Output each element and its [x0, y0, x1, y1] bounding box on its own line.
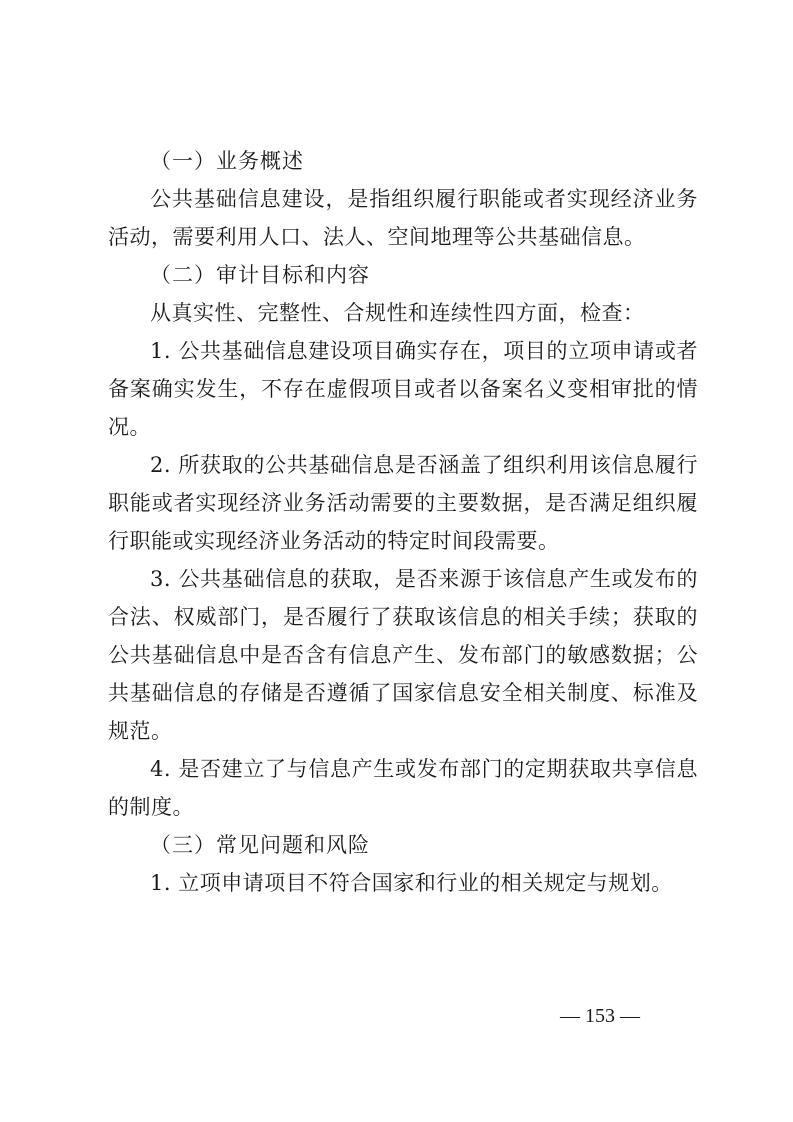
page-number: — 153 —: [560, 1005, 640, 1027]
list-item-project-exists: 1. 公共基础信息建设项目确实存在，项目的立项申请或者备案确实发生，不存在虚假项目或者以备案名义变相审批的情况。: [108, 339, 698, 439]
paragraph-check-intro: 从真实性、完整性、合规性和连续性四方面，检查：: [150, 301, 645, 325]
list-item-risk-planning: 1. 立项申请项目不符合国家和行业的相关规定与规划。: [150, 871, 673, 895]
list-item-sharing-system: 4. 是否建立了与信息产生或发布部门的定期获取共享信息的制度。: [108, 757, 698, 819]
section-heading-overview: （一）业务概述: [150, 149, 304, 173]
section-heading-risks: （三）常见问题和风险: [150, 833, 370, 857]
section-heading-objectives: （二）审计目标和内容: [150, 263, 370, 287]
paragraph-definition: 公共基础信息建设，是指组织履行职能或者实现经济业务活动，需要利用人口、法人、空间地理等公共基础信息。: [108, 187, 698, 249]
page-body: [108, 142, 698, 902]
list-item-data-source: 3. 公共基础信息的获取，是否来源于该信息产生或发布的合法、权威部门，是否履行了获取该信息的相关手续；获取的公共基础信息中是否含有信息产生、发布部门的敏感数据；公共基础信息的存储是否遵循了国家信息安全相关制度、标准及规范。: [108, 567, 698, 743]
list-item-data-coverage: 2. 所获取的公共基础信息是否涵盖了组织利用该信息履行职能或者实现经济业务活动需要的主要数据，是否满足组织履行职能或实现经济业务活动的特定时间段需要。: [108, 453, 698, 553]
